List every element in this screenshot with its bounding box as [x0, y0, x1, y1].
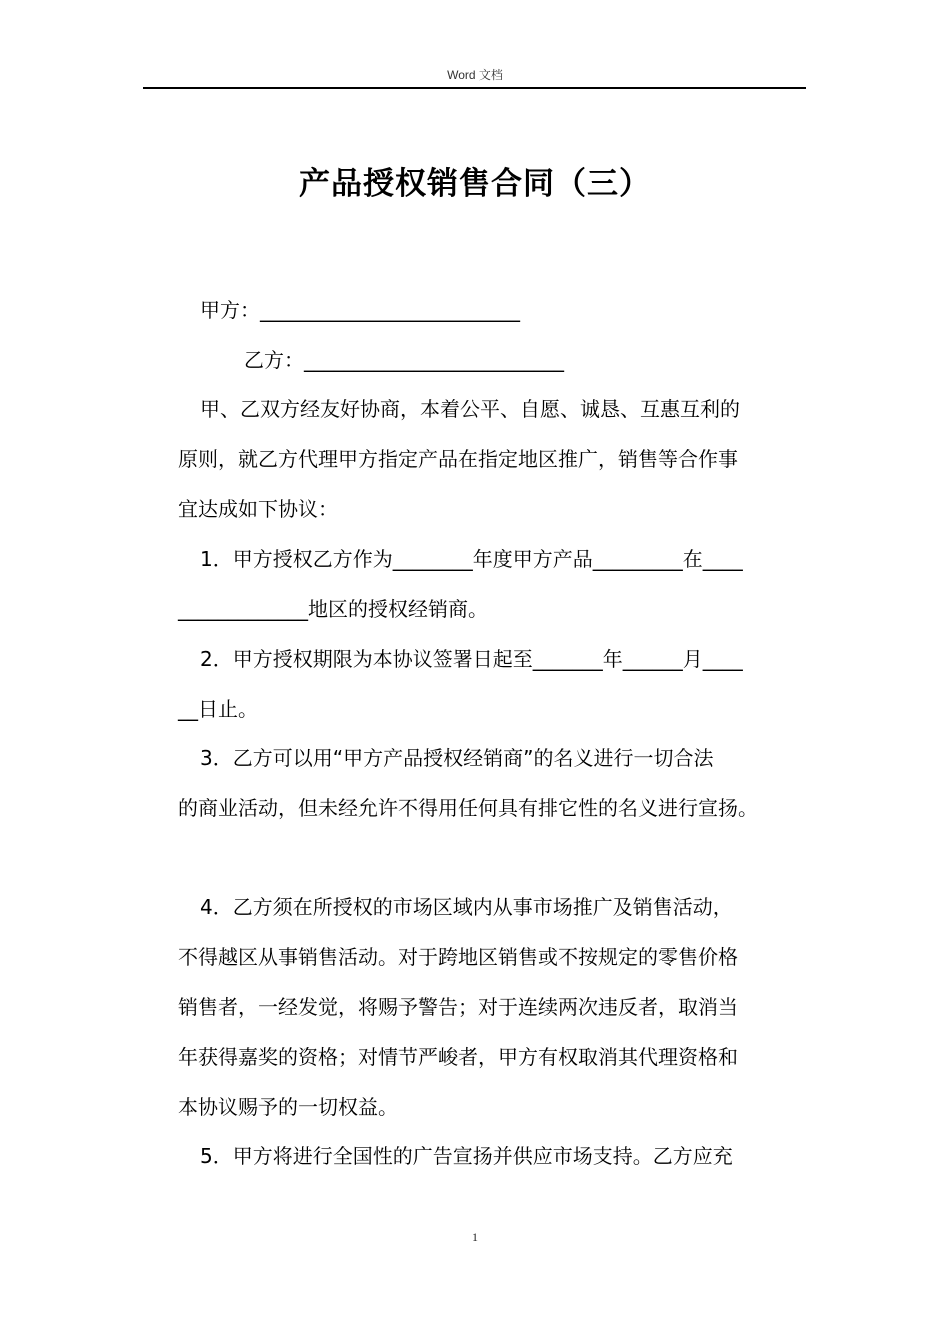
clause-4-line: 销售者，一经发觉，将赐予警告；对于连续两次违反者，取消当 [178, 995, 738, 1019]
clause-4-line: 本协议赐予的一切权益。 [178, 1095, 398, 1119]
clause-3-line: 3．乙方可以用“甲方产品授权经销商”的名义进行一切合法 [200, 746, 714, 770]
clause-2-line: __日止。 [178, 697, 258, 721]
clause-3-line: 的商业活动，但未经允许不得用任何具有排它性的名义进行宣扬。 [178, 796, 758, 820]
page-number: 1 [472, 1230, 478, 1244]
body-line: 宜达成如下协议： [178, 497, 338, 521]
clause-4-line: 4．乙方须在所授权的市场区域内从事市场推广及销售活动， [200, 895, 733, 919]
page-header: Word 文档 [447, 68, 503, 82]
clause-4-line: 年获得嘉奖的资格；对情节严峻者，甲方有权取消其代理资格和 [178, 1045, 738, 1069]
clause-2-line: 2．甲方授权期限为本协议签署日起至_______年______月____ [200, 647, 743, 671]
header-divider [143, 87, 806, 89]
clause-5-line: 5．甲方将进行全国性的广告宣扬并供应市场支持。乙方应充 [200, 1144, 733, 1168]
party-a-line: 甲方：__________________________ [200, 298, 520, 322]
body-line: 甲、乙双方经友好协商，本着公平、自愿、诚恳、互惠互利的 [200, 397, 740, 421]
body-line: 原则，就乙方代理甲方指定产品在指定地区推广，销售等合作事 [178, 447, 738, 471]
clause-4-line: 不得越区从事销售活动。对于跨地区销售或不按规定的零售价格 [178, 945, 738, 969]
document-title: 产品授权销售合同（三） [299, 166, 651, 202]
party-b-line: 乙方：__________________________ [244, 348, 564, 372]
clause-1-line: 1．甲方授权乙方作为________年度甲方产品_________在____ [200, 547, 743, 571]
clause-1-line: _____________地区的授权经销商。 [178, 597, 488, 621]
